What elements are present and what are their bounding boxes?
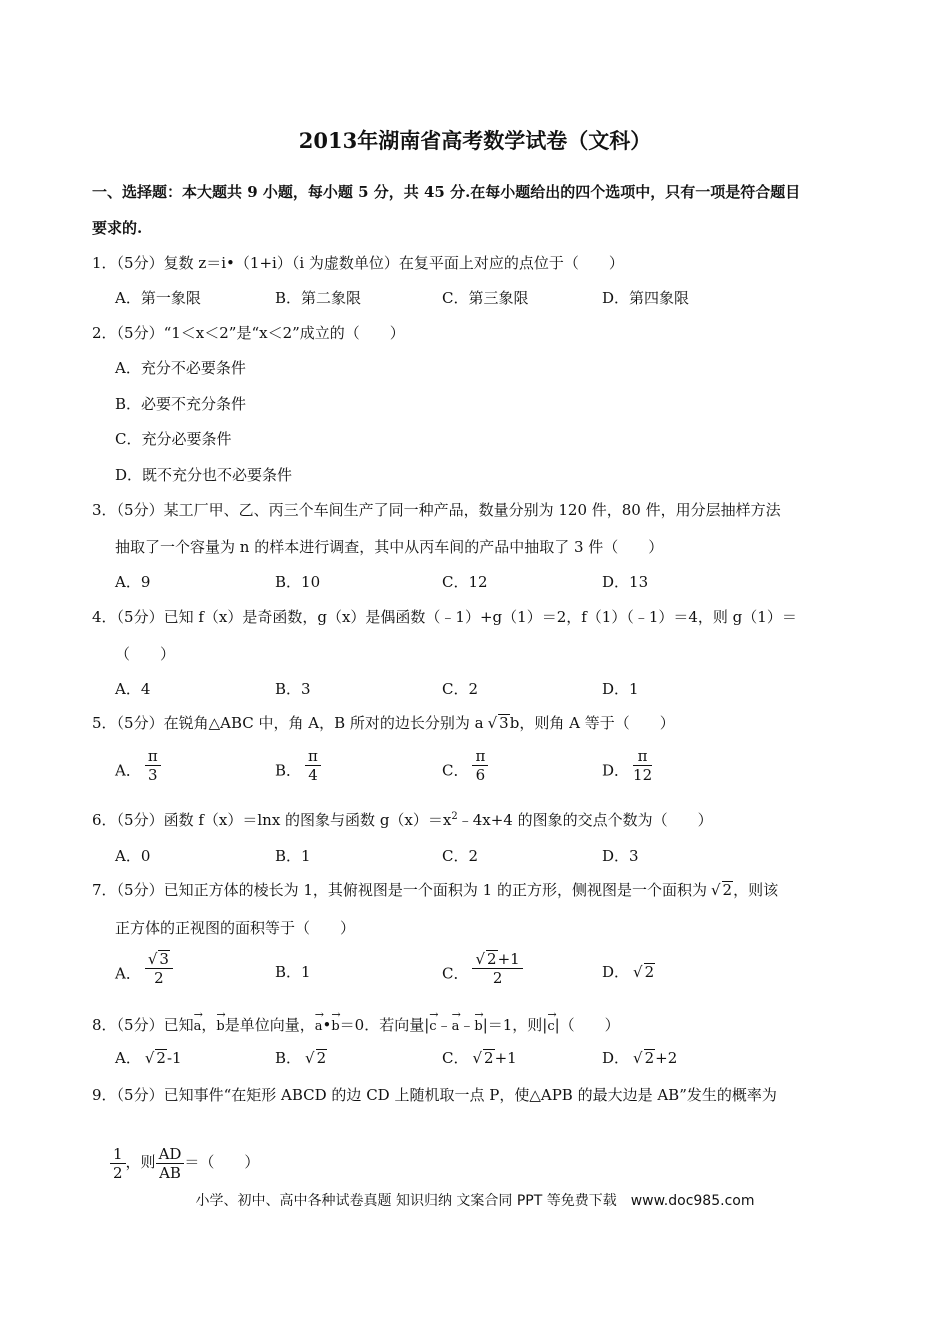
question-9-stem-line1: 9．（5分）已知事件“在矩形 ABCD 的边 CD 上随机取一点 P，使△APB 的最大边是 AB”发生的概率为: [92, 1086, 777, 1104]
option-c: C．充分必要条件: [115, 430, 232, 448]
page-footer: 小学、初中、高中各种试卷真题 知识归纳 文案合同 PPT 等免费下载 www.doc985.com: [195, 1193, 755, 1209]
option-a: A． √ 2-1: [115, 1049, 182, 1067]
question-9-stem-line2: $\frac{1}{2}$ ，则 $\frac{AD}{AB}$ ＝（ ）: [110, 1142, 259, 1182]
option-b: B．10: [275, 573, 321, 591]
option-b: B．1: [275, 963, 311, 981]
option-a: A．充分不必要条件: [115, 359, 246, 377]
option-b: B． $\frac{\pi}{4}$: [275, 759, 321, 784]
option-c: C．2: [442, 847, 479, 865]
option-b: B．3: [275, 680, 311, 698]
option-d: D． $\frac{\pi}{12}$: [602, 747, 653, 784]
option-d: D．13: [602, 573, 649, 591]
option-a: A．9: [115, 573, 151, 591]
option-d: D．第四象限: [602, 289, 690, 307]
page-title: 2013年湖南省高考数学试卷（文科）: [298, 128, 652, 153]
section-heading-line2: 要求的.: [92, 219, 143, 237]
option-c: C． $\frac{\pi}{6}$: [442, 759, 488, 784]
option-d: D．1: [602, 680, 639, 698]
option-a: A．4: [115, 680, 151, 698]
question-6-stem: 6．（5分）函数 f（x）＝lnx 的图象与函数 $g(x)=x^2﹣4x+4$ 的图象的交点个数为（ ）: [92, 811, 713, 829]
option-d: D． √ 2: [602, 963, 655, 981]
question-7-stem-line2: 正方体的正视图的面积等于（ ）: [115, 919, 356, 937]
option-a: A．第一象限: [115, 289, 201, 307]
option-d: D．3: [602, 847, 639, 865]
question-5-stem: 5．（5分）在锐角△ABC 中，角 A，B 所对的边长分别为 a √ 3b，则角 A 等于（ ）: [92, 714, 675, 732]
option-d: D． √ 2+2: [602, 1049, 678, 1067]
question-4-stem-line1: 4．（5分）已知 f（x）是奇函数，g（x）是偶函数（﹣1）+g（1）＝2，f（1）（﹣1）＝4，则 g（1）＝: [92, 608, 797, 626]
question-2-stem: 2．（5分）“1＜x＜2”是“x＜2”成立的（ ）: [92, 324, 405, 342]
question-7-stem-line1: 7．（5分）已知正方体的棱长为 1，其俯视图是一个面积为 1 的正方形，侧视图是一个面积为 √ 2，则该: [92, 881, 779, 899]
option-c: C． √ 2+1: [442, 1049, 517, 1067]
option-c: C．第三象限: [442, 289, 529, 307]
option-a: A． $\frac{\pi}{3}$: [115, 759, 161, 784]
question-1-stem: 1．（5分）复数 z＝i•（1+i）（i 为虚数单位）在复平面上对应的点位于（ ）: [92, 254, 624, 272]
option-a: A． $\frac{√ 3}{2}$: [115, 962, 173, 987]
option-c: C． $\frac{√ 2+1}{2}$: [442, 962, 523, 987]
section-heading-line1: 一、选择题：本大题共 9 小题，每小题 5 分，共 45 分.在每小题给出的四个选项中，只有一项是符合题目: [92, 183, 801, 201]
option-b: B． √ 2: [275, 1049, 327, 1067]
option-b: B．1: [275, 847, 311, 865]
option-a: A．0: [115, 847, 151, 865]
question-8-stem: 8．（5分）已知→ a，→ b是单位向量，→ a•→ b＝0．若向量|→ c﹣→ a﹣→ b|＝1，则|→ c|（ ）: [92, 1013, 620, 1037]
option-d: D．既不充分也不必要条件: [115, 466, 293, 484]
option-c: C．2: [442, 680, 479, 698]
option-b: B．必要不充分条件: [115, 395, 247, 413]
question-3-stem-line1: 3．（5分）某工厂甲、乙、丙三个车间生产了同一种产品，数量分别为 120 件，80 件，用分层抽样方法: [92, 501, 781, 519]
option-b: B．第二象限: [275, 289, 362, 307]
option-c: C．12: [442, 573, 488, 591]
question-4-stem-line2: （ ）: [115, 645, 176, 663]
question-3-stem-line2: 抽取了一个容量为 n 的样本进行调查，其中从丙车间的产品中抽取了 3 件（ ）: [115, 538, 664, 556]
